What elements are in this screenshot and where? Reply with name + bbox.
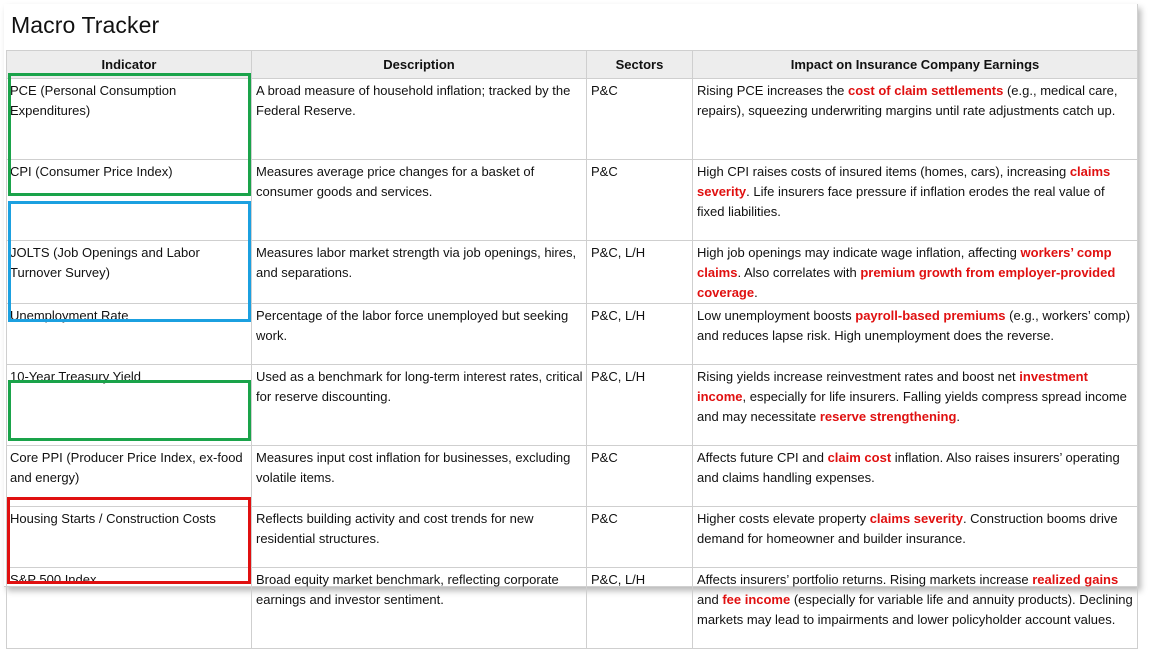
- impact-text: High CPI raises costs of insured items (homes, cars), increasing: [697, 164, 1070, 179]
- indicator-cell[interactable]: PCE (Personal Consumption Expenditures): [7, 79, 252, 160]
- sectors-cell[interactable]: P&C, L/H: [587, 241, 693, 304]
- impact-text: .: [956, 409, 961, 424]
- impact-text: . Also correlates with: [737, 265, 861, 280]
- macro-tracker-table: [6, 50, 1138, 649]
- table-row: [7, 507, 1138, 568]
- impact-cell[interactable]: [693, 79, 1138, 160]
- impact-text: .: [754, 285, 758, 300]
- impact-text: (especially for variable life and annuity products). Declining markets may lead to impairments and lower policyholder account values.: [697, 592, 1133, 627]
- impact-text: and: [697, 592, 723, 607]
- description-cell[interactable]: Reflects building activity and cost trends for new residential structures.: [252, 507, 587, 568]
- impact-text: (e.g., workers’ comp) and reduces lapse risk. High unemployment does the reverse.: [697, 308, 1131, 343]
- impact-cell[interactable]: [693, 507, 1138, 568]
- description-cell[interactable]: Used as a benchmark for long-term interest rates, critical for reserve discounting.: [252, 365, 587, 446]
- highlighted-term: cost of claim settlements: [848, 83, 1004, 98]
- table-row: [7, 79, 1138, 160]
- impact-text: Affects future CPI and: [697, 450, 828, 465]
- sectors-cell[interactable]: P&C: [587, 507, 693, 568]
- table-row: [7, 241, 1138, 304]
- highlighted-term: investment income: [697, 369, 1088, 404]
- column-header-sectors[interactable]: Sectors: [587, 51, 693, 79]
- column-header-impact[interactable]: Impact on Insurance Company Earnings: [693, 51, 1138, 79]
- indicator-cell[interactable]: CPI (Consumer Price Index): [7, 160, 252, 241]
- highlighted-term: payroll-based premiums: [855, 308, 1006, 323]
- indicator-cell[interactable]: Core PPI (Producer Price Index, ex-food and energy): [7, 446, 252, 507]
- impact-text: (e.g., medical care, repairs), squeezing underwriting margins until rate adjustments catch up.: [697, 83, 1118, 118]
- description-cell[interactable]: Measures average price changes for a basket of consumer goods and services.: [252, 160, 587, 241]
- indicator-cell[interactable]: 10-Year Treasury Yield: [7, 365, 252, 446]
- sectors-cell[interactable]: P&C, L/H: [587, 304, 693, 365]
- highlighted-term: claims severity: [697, 164, 1111, 199]
- impact-cell[interactable]: [693, 365, 1138, 446]
- sectors-cell[interactable]: P&C, L/H: [587, 365, 693, 446]
- highlighted-term: fee income: [722, 592, 791, 607]
- impact-cell[interactable]: [693, 304, 1138, 365]
- column-header-description[interactable]: Description: [252, 51, 587, 79]
- table-header-row: [7, 51, 1138, 79]
- impact-text: Rising PCE increases the: [697, 83, 849, 98]
- description-cell[interactable]: Broad equity market benchmark, reflecting corporate earnings and investor sentiment.: [252, 568, 587, 649]
- indicator-cell[interactable]: Housing Starts / Construction Costs: [7, 507, 252, 568]
- description-cell[interactable]: A broad measure of household inflation; tracked by the Federal Reserve.: [252, 79, 587, 160]
- highlighted-term: claims severity: [869, 511, 963, 526]
- impact-text: Affects insurers’ portfolio returns. Rising markets increase: [697, 572, 1033, 587]
- table-row: [7, 160, 1138, 241]
- description-cell[interactable]: Measures input cost inflation for businesses, excluding volatile items.: [252, 446, 587, 507]
- table-row: [7, 304, 1138, 365]
- column-header-indicator[interactable]: Indicator: [7, 51, 252, 79]
- indicator-cell[interactable]: JOLTS (Job Openings and Labor Turnover Survey): [7, 241, 252, 304]
- impact-cell[interactable]: [693, 568, 1138, 649]
- highlighted-term: workers’ comp claims: [697, 245, 1112, 280]
- highlighted-term: reserve strengthening: [819, 409, 957, 424]
- impact-text: High job openings may indicate wage inflation, affecting: [697, 245, 1021, 260]
- impact-cell[interactable]: [693, 446, 1138, 507]
- impact-cell[interactable]: [693, 160, 1138, 241]
- sectors-cell[interactable]: P&C, L/H: [587, 568, 693, 649]
- description-cell[interactable]: Measures labor market strength via job openings, hires, and separations.: [252, 241, 587, 304]
- description-cell[interactable]: Percentage of the labor force unemployed but seeking work.: [252, 304, 587, 365]
- sectors-cell[interactable]: P&C: [587, 446, 693, 507]
- sectors-cell[interactable]: P&C: [587, 160, 693, 241]
- indicator-cell[interactable]: S&P 500 Index: [7, 568, 252, 649]
- impact-text: Rising yields increase reinvestment rates and boost net: [697, 369, 1020, 384]
- page-title: Macro Tracker: [11, 12, 160, 38]
- table-row: [7, 365, 1138, 446]
- sectors-cell[interactable]: P&C: [587, 79, 693, 160]
- table-row: [7, 446, 1138, 507]
- impact-text: . Life insurers face pressure if inflation erodes the real value of fixed liabilities.: [697, 184, 1105, 219]
- highlighted-term: realized gains: [1032, 572, 1119, 587]
- highlighted-term: premium growth from employer-provided coverage: [697, 265, 1116, 300]
- impact-cell[interactable]: [693, 241, 1138, 304]
- indicator-cell[interactable]: Unemployment Rate: [7, 304, 252, 365]
- impact-text: , especially for life insurers. Falling yields compress spread income and may necessitate: [697, 389, 1127, 424]
- impact-text: . Construction booms drive demand for homeowner and builder insurance.: [697, 511, 1118, 546]
- impact-text: Low unemployment boosts: [697, 308, 856, 323]
- table-row: [7, 568, 1138, 649]
- spreadsheet-sheet: [4, 4, 1138, 627]
- impact-text: inflation. Also raises insurers’ operating and claims handling expenses.: [697, 450, 1120, 485]
- highlighted-term: claim cost: [827, 450, 892, 465]
- impact-text: Higher costs elevate property: [697, 511, 870, 526]
